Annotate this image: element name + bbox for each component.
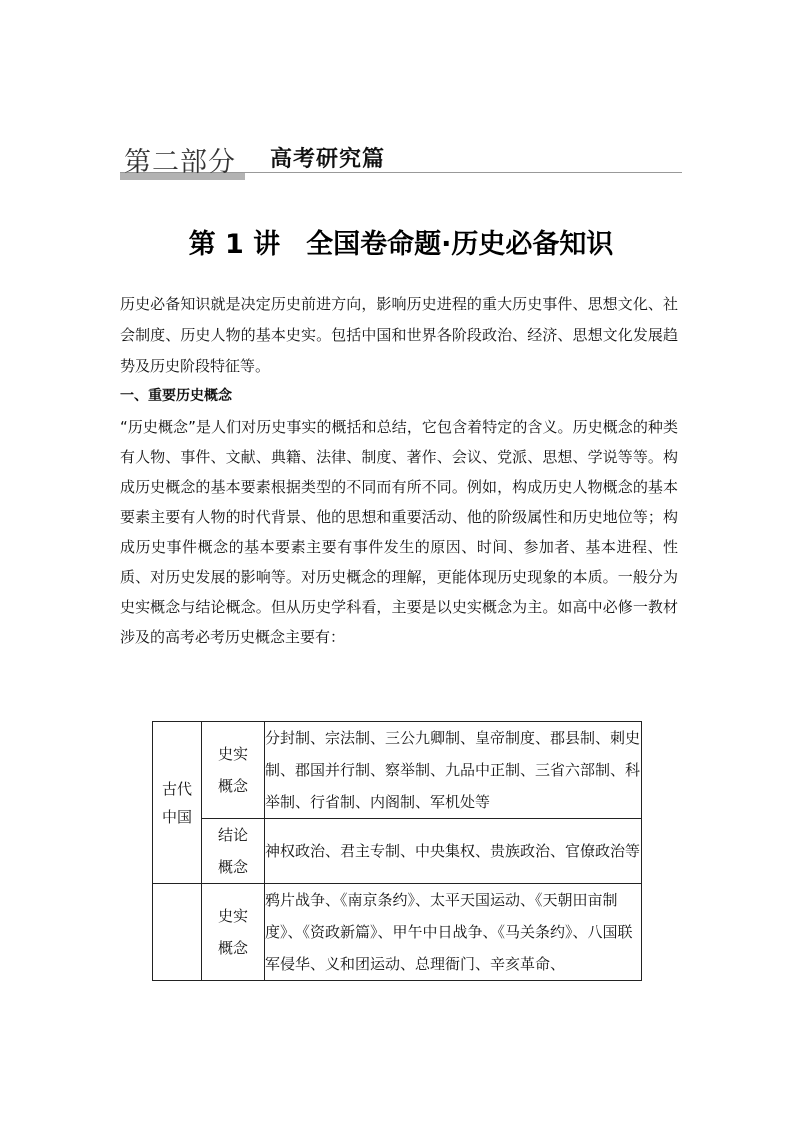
content-cell: 鸦片战争、《南京条约》、太平天国运动、《天朝田亩制度》、《资政新篇》、甲午中日战争、《马关条约》、八国联军侵华、义和团运动、总理衙门、辛亥革命、 — [265, 884, 642, 981]
era-cell — [153, 884, 202, 981]
lecture-title — [120, 222, 682, 261]
section-paragraph: “历史概念”是人们对历史事实的概括和总结，它包含着特定的含义。历史概念的种类有人物、事件、文献、典籍、法律、制度、著作、会议、党派、思想、学说等等。构成历史概念的基本要素根据类型的不同而有所不同。例如，构成历史人物概念的基本要素主要有人物的时代背景、他的思想和重要活动、他的阶级属性和历史地位等；构成历史事件概念的基本要素主要有事件发生的原因、时间、参加者、基本进程、性质、对历史发展的影响等。对历史概念的理解，更能体现历史现象的本质。一般分为史实概念与结论概念。但从历史学科看，主要是以史实概念为主。如高中必修一教材涉及的高考必考历史概念主要有： — [120, 418, 678, 646]
table-row — [153, 884, 642, 981]
concepts-table — [152, 721, 642, 981]
lecture-number: 第 1 讲 — [188, 229, 281, 260]
page-bottom-margin — [0, 1004, 794, 1123]
content-cell: 神权政治、君主专制、中央集权、贵族政治、官僚政治等 — [265, 819, 642, 884]
lecture-name: 全国卷命题·历史必备知识 — [306, 229, 614, 260]
kind-cell: 史实概念 — [202, 722, 265, 819]
intro-paragraph: 历史必备知识就是决定历史前进方向，影响历史进程的重大历史事件、思想文化、社会制度、历史人物的基本史实。包括中国和世界各阶段政治、经济、思想文化发展趋势及历史阶段特征等。 — [120, 295, 678, 375]
table-row — [153, 819, 642, 884]
content-cell: 分封制、宗法制、三公九卿制、皇帝制度、郡县制、刺史制、郡国并行制、察举制、九品中正制、三省六部制、科举制、行省制、内阁制、军机处等 — [265, 722, 642, 819]
section-header — [120, 138, 682, 182]
part-title: 高考研究篇 — [270, 146, 386, 172]
kind-cell: 结论概念 — [202, 819, 265, 884]
part-label: 第二部分 — [124, 147, 236, 178]
table-row — [153, 722, 642, 819]
section-heading: 一、重要历史概念 — [120, 388, 232, 404]
kind-cell: 史实概念 — [202, 884, 265, 981]
era-cell: 古代中国 — [153, 722, 202, 884]
